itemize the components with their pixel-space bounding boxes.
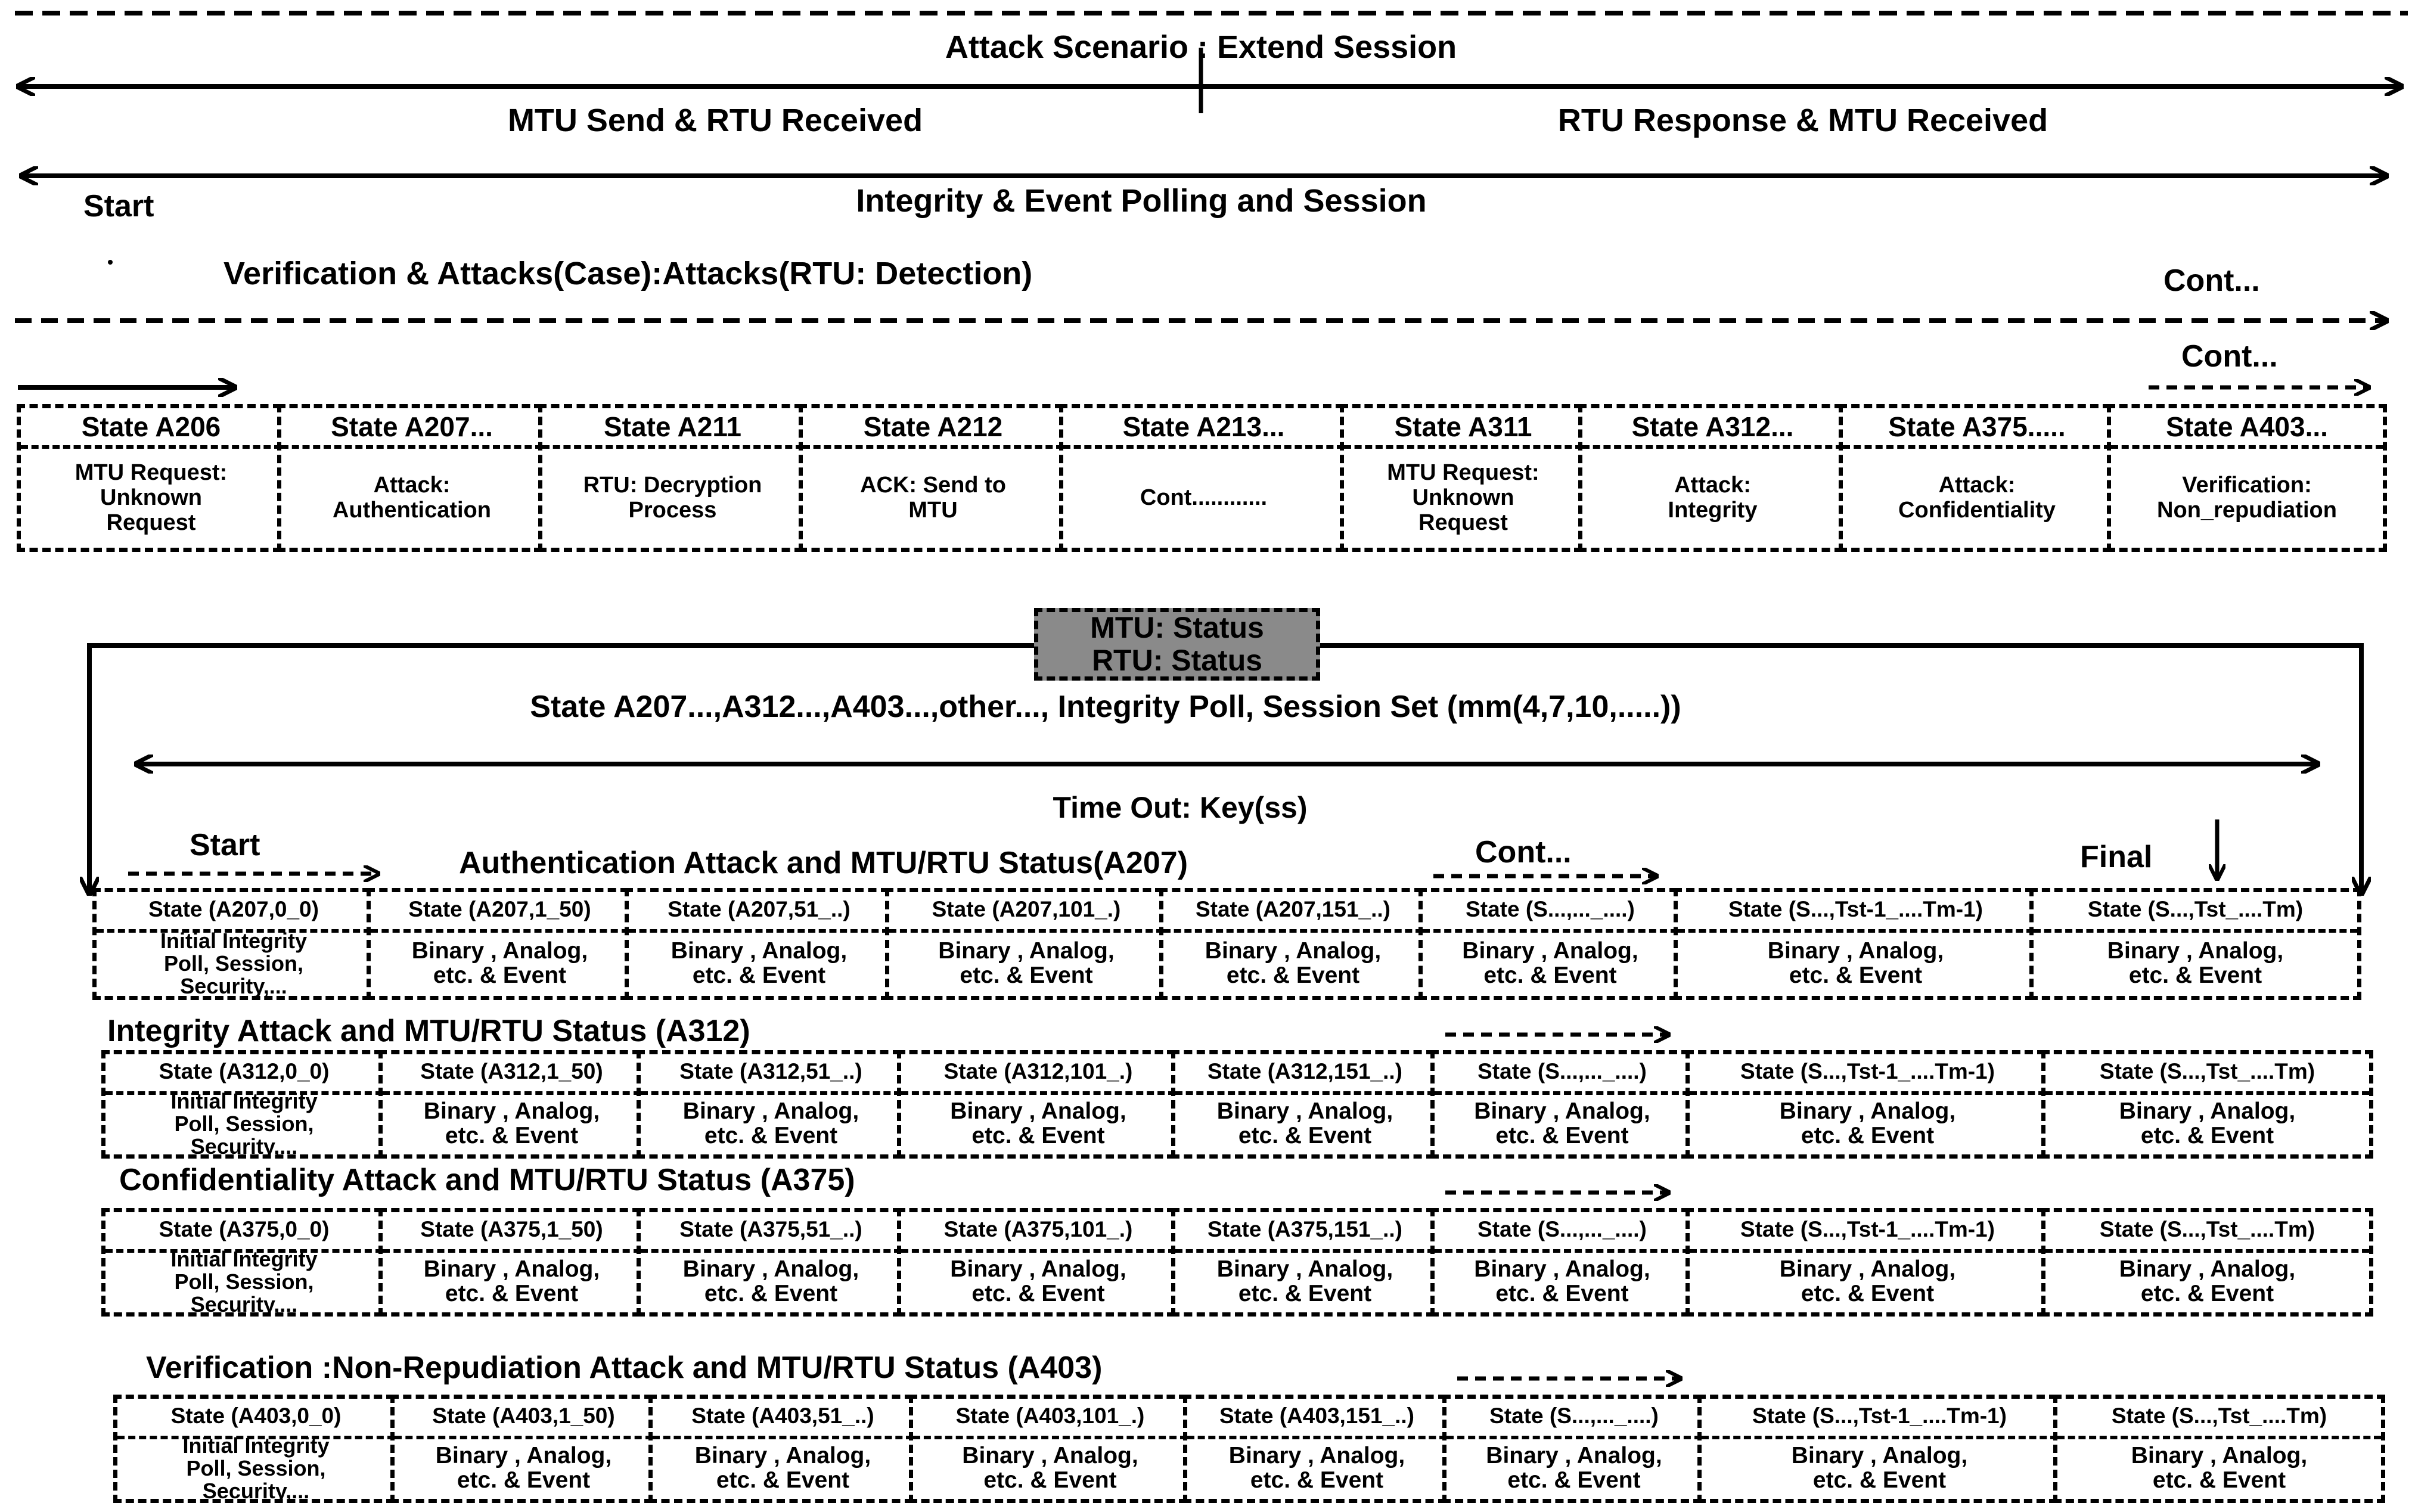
status-cell-header: State (A403,101_.) <box>955 1404 1145 1428</box>
rtu-status-label: RTU: Status <box>1091 644 1263 677</box>
status-cell-body: Binary , Analog, etc. & Event <box>1767 938 1944 988</box>
cont-label-upper: Cont... <box>2163 263 2260 298</box>
top-state-header: State A403... <box>2166 411 2328 442</box>
scenario-title: Attack Scenario : Extend Session <box>945 29 1457 65</box>
status-cell-body: Binary , Analog, etc. & Event <box>671 938 848 988</box>
status-cell-header: State (A207,0_0) <box>148 897 319 921</box>
top-state-body: Attack: Integrity <box>1668 473 1758 523</box>
status-cell <box>897 1050 1175 1159</box>
status-cell-body: Binary , Analog, etc. & Event <box>423 1098 600 1148</box>
status-cell-header: State (A312,51_..) <box>679 1059 862 1083</box>
top-state-header: State A206 <box>81 411 221 442</box>
top-state-header: State A212 <box>863 411 1003 442</box>
mtu-send-phase-label: MTU Send & RTU Received <box>507 103 923 138</box>
status-cell <box>625 888 889 1000</box>
status-cell <box>390 1395 653 1503</box>
status-cell <box>1183 1395 1446 1503</box>
status-cell-body: Binary , Analog, etc. & Event <box>1779 1098 1956 1148</box>
status-cell <box>1674 888 2034 1000</box>
status-cell-body: Binary , Analog, etc. & Event <box>1205 938 1382 988</box>
row-title: Integrity Attack and MTU/RTU Status (A312) <box>107 1014 750 1048</box>
status-cell-body: Binary , Analog, etc. & Event <box>1462 938 1638 988</box>
status-cell <box>1442 1395 1702 1503</box>
row-title: Confidentiality Attack and MTU/RTU Status (A375) <box>119 1163 855 1197</box>
status-cell <box>1159 888 1423 1000</box>
status-cell-header: State (A403,0_0) <box>170 1404 342 1428</box>
status-cell-body: Binary , Analog, etc. & Event <box>1474 1098 1650 1148</box>
status-cell-body: Binary , Analog, etc. & Event <box>2119 1256 2296 1306</box>
top-state-header: State A211 <box>604 411 741 442</box>
status-cell-body: Initial Integrity Poll, Session, Security,... <box>170 1089 318 1159</box>
top-state-body: MTU Request: Unknown Request <box>75 460 228 535</box>
status-cell-body: Binary , Analog, etc. & Event <box>2119 1098 2296 1148</box>
status-cell <box>885 888 1163 1000</box>
status-cell-body: Binary , Analog, etc. & Event <box>1474 1256 1650 1306</box>
top-state-body: MTU Request: Unknown Request <box>1387 460 1539 535</box>
status-cell-header: State (S...,Tst-1_....Tm-1) <box>1728 897 1983 921</box>
status-cell-header: State (S...,Tst-1_....Tm-1) <box>1740 1217 1995 1241</box>
rtu-response-phase-label: RTU Response & MTU Received <box>1557 103 2048 138</box>
status-cell-body: Binary , Analog, etc. & Event <box>950 1098 1126 1148</box>
top-state-body: Attack: Authentication <box>333 473 491 523</box>
status-cell-body: Binary , Analog, etc. & Event <box>1228 1443 1405 1493</box>
mtu-rtu-status-box <box>1034 608 1320 681</box>
status-cell <box>378 1208 641 1317</box>
status-cell-body: Binary , Analog, etc. & Event <box>1791 1443 1968 1493</box>
status-cell-header: State (S...,Tst-1_....Tm-1) <box>1752 1404 2007 1428</box>
status-cell-header: State (S...,Tst_....Tm) <box>2087 897 2304 921</box>
lower-cont-label: Cont... <box>1475 835 1572 870</box>
top-state-body: Attack: Confidentiality <box>1898 473 2056 523</box>
status-cell-header: State (A312,151_..) <box>1207 1059 1402 1083</box>
status-cell <box>1430 1208 1690 1317</box>
top-state-body: RTU: Decryption Process <box>583 473 762 523</box>
lower-start-label: Start <box>190 828 260 862</box>
status-cell-body: Binary , Analog, etc. & Event <box>694 1443 871 1493</box>
status-cell-header: State (A312,1_50) <box>420 1059 603 1083</box>
top-state-box <box>17 404 281 552</box>
status-cell-body: Binary , Analog, etc. & Event <box>938 938 1115 988</box>
status-cell-body: Binary , Analog, etc. & Event <box>1779 1256 1956 1306</box>
status-cell <box>378 1050 641 1159</box>
status-cell <box>637 1050 901 1159</box>
status-cell <box>1418 888 1678 1000</box>
start-label: Start <box>83 189 154 223</box>
status-cell-body: Binary , Analog, etc. & Event <box>1486 1443 1662 1493</box>
status-cell-header: State (A403,151_..) <box>1219 1404 1414 1428</box>
status-cell-header: State (A375,0_0) <box>159 1217 330 1241</box>
top-state-body: Verification: Non_repudiation <box>2157 473 2337 523</box>
status-cell-body: Binary , Analog, etc. & Event <box>682 1256 859 1306</box>
status-cell-body: Binary , Analog, etc. & Event <box>1216 1256 1393 1306</box>
status-cell-body: Initial Integrity Poll, Session, Security,... <box>160 929 308 998</box>
status-cell <box>1171 1208 1435 1317</box>
status-cell-header: State (A375,101_.) <box>943 1217 1133 1241</box>
top-state-box <box>799 404 1063 552</box>
status-cell-header: State (A207,1_50) <box>408 897 591 921</box>
status-cell <box>648 1395 913 1503</box>
status-cell-header: State (A207,101_.) <box>932 897 1121 921</box>
session-set-label: State A207...,A312...,A403...,other..., Integrity Poll, Session Set (mm(4,7,10,.....)) <box>530 690 1681 724</box>
status-cell <box>1171 1050 1435 1159</box>
timeout-label: Time Out: Key(ss) <box>1053 791 1308 824</box>
top-state-box <box>1059 404 1344 552</box>
row-title: Verification :Non-Repudiation Attack and MTU/RTU Status (A403) <box>146 1350 1103 1385</box>
status-cell-header: State (A375,1_50) <box>420 1217 603 1241</box>
status-cell-header: State (A312,101_.) <box>943 1059 1133 1083</box>
mtu-status-label: MTU: Status <box>1090 611 1264 644</box>
status-cell-header: State (S...,Tst-1_....Tm-1) <box>1740 1059 1995 1083</box>
status-cell-header: State (S...,Tst_....Tm) <box>2111 1404 2327 1428</box>
integrity-polling-label: Integrity & Event Polling and Session <box>856 183 1427 219</box>
status-cell <box>1685 1050 2045 1159</box>
row-title: Authentication Attack and MTU/RTU Status(A207) <box>459 846 1188 880</box>
status-cell-body: Binary , Analog, etc. & Event <box>423 1256 600 1306</box>
status-cell <box>92 888 371 1000</box>
status-cell-body: Binary , Analog, etc. & Event <box>411 938 588 988</box>
stray-dot <box>108 260 113 265</box>
status-cell <box>101 1208 383 1317</box>
top-state-header: State A311 <box>1394 411 1532 442</box>
status-cell <box>2041 1050 2373 1159</box>
top-state-box <box>277 404 542 552</box>
status-cell <box>1697 1395 2057 1503</box>
top-state-header: State A213... <box>1122 411 1285 442</box>
status-cell <box>101 1050 383 1159</box>
top-state-header: State A312... <box>1631 411 1794 442</box>
top-state-box <box>538 404 803 552</box>
top-state-box <box>1340 404 1582 552</box>
status-cell-header: State (S...,..._....) <box>1477 1059 1647 1083</box>
status-cell-header: State (S...,..._....) <box>1477 1217 1647 1241</box>
top-state-body: Cont............ <box>1140 485 1268 511</box>
verification-attacks-label: Verification & Attacks(Case):Attacks(RTU: Detection) <box>224 256 1033 291</box>
status-cell <box>897 1208 1175 1317</box>
status-cell-header: State (A207,51_..) <box>668 897 850 921</box>
top-state-body: ACK: Send to MTU <box>860 473 1006 523</box>
top-state-header: State A375..... <box>1888 411 2066 442</box>
status-cell <box>1685 1208 2045 1317</box>
top-state-header: State A207... <box>331 411 493 442</box>
status-cell-header: State (A312,0_0) <box>159 1059 330 1083</box>
status-cell-header: State (A403,1_50) <box>432 1404 615 1428</box>
status-cell-body: Initial Integrity Poll, Session, Security,... <box>170 1247 318 1317</box>
top-state-box <box>1578 404 1843 552</box>
status-cell-body: Binary , Analog, etc. & Event <box>2107 938 2284 988</box>
status-cell-body: Binary , Analog, etc. & Event <box>962 1443 1138 1493</box>
status-cell-body: Binary , Analog, etc. & Event <box>435 1443 612 1493</box>
status-cell <box>367 888 629 1000</box>
status-cell-body: Binary , Analog, etc. & Event <box>2131 1443 2308 1493</box>
status-cell-body: Binary , Analog, etc. & Event <box>682 1098 859 1148</box>
status-cell-header: State (A375,51_..) <box>679 1217 862 1241</box>
status-cell <box>909 1395 1187 1503</box>
cont-label-arrow: Cont... <box>2181 339 2278 374</box>
top-state-box <box>2107 404 2387 552</box>
status-cell <box>2053 1395 2385 1503</box>
status-cell-header: State (S...,..._....) <box>1466 897 1635 921</box>
status-cell-header: State (S...,..._....) <box>1489 1404 1659 1428</box>
status-cell <box>1430 1050 1690 1159</box>
final-label: Final <box>2080 840 2153 874</box>
top-state-box <box>1839 404 2111 552</box>
status-cell-body: Initial Integrity Poll, Session, Security,... <box>182 1433 330 1503</box>
status-cell-body: Binary , Analog, etc. & Event <box>1216 1098 1393 1148</box>
status-cell-header: State (A375,151_..) <box>1207 1217 1402 1241</box>
status-cell-body: Binary , Analog, etc. & Event <box>950 1256 1126 1306</box>
status-cell <box>113 1395 395 1503</box>
status-cell <box>637 1208 901 1317</box>
status-cell <box>2029 888 2361 1000</box>
status-cell-header: State (A207,151_..) <box>1195 897 1390 921</box>
status-cell <box>2041 1208 2373 1317</box>
status-cell-header: State (A403,51_..) <box>691 1404 874 1428</box>
status-cell-header: State (S...,Tst_....Tm) <box>2099 1059 2315 1083</box>
status-cell-header: State (S...,Tst_....Tm) <box>2099 1217 2315 1241</box>
